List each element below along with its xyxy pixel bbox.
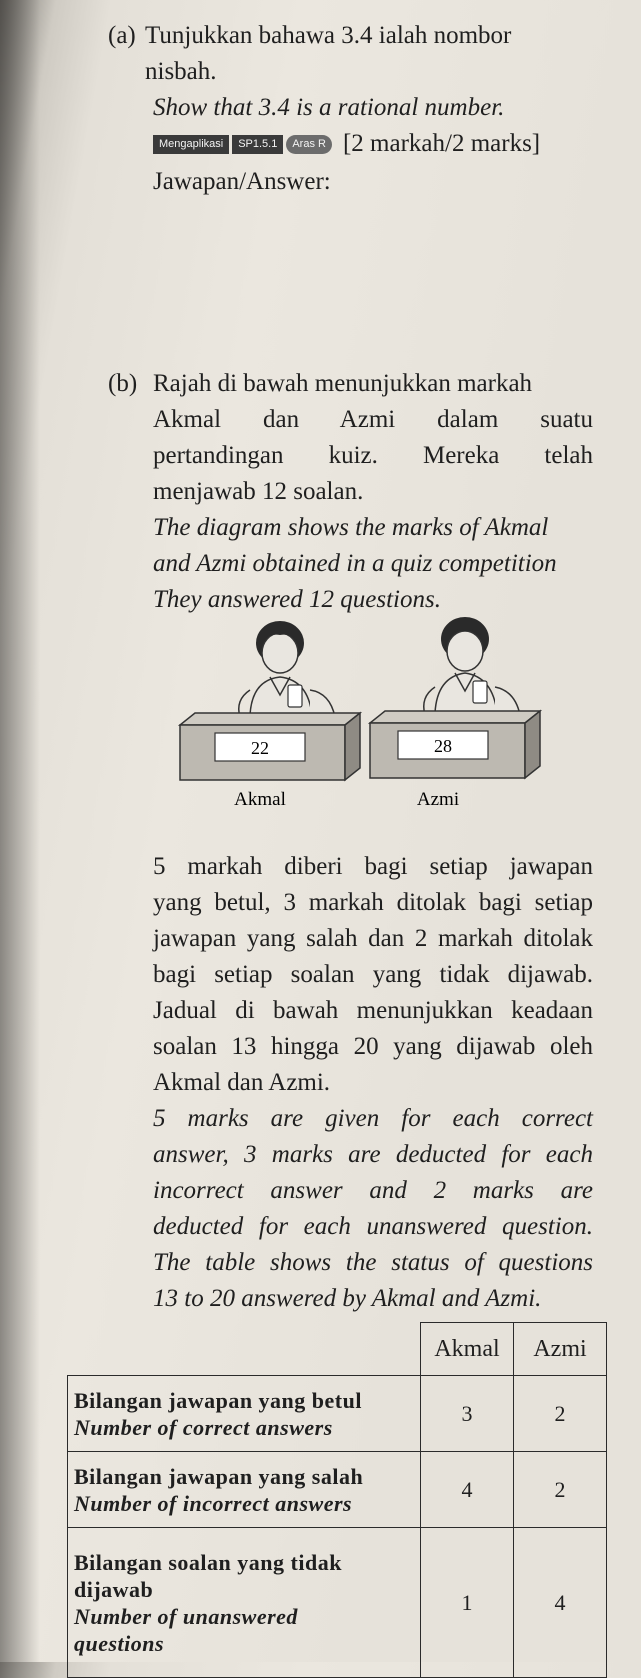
rules-ms-line6: soalan 13 hingga 20 yang dijawab oleh	[153, 1033, 593, 1060]
rules-en-line6: 13 to 20 answered by Akmal and Azmi.	[153, 1285, 542, 1312]
row-incorrect-ms: Bilangan jawapan yang salah	[74, 1463, 364, 1489]
azmi-name: Azmi	[416, 789, 460, 810]
rules-en-line2: answer, 3 marks are deducted for each	[153, 1141, 593, 1168]
table-row	[68, 1452, 607, 1528]
part-b-en-line3: They answered 12 questions.	[153, 586, 441, 613]
rules-en-line5: The table shows the status of questions	[153, 1249, 593, 1276]
part-b-label: (b)	[108, 370, 138, 397]
part-a-label: (a)	[108, 22, 136, 49]
tag-standard: SP1.5.1	[232, 135, 283, 154]
page-shadow	[0, 0, 40, 1662]
rules-ms-line4: bagi setiap soalan yang tidak dijawab.	[153, 961, 593, 988]
table-row	[68, 1528, 607, 1678]
azmi-unanswered: 4	[514, 1528, 607, 1678]
part-a-line2: nisbah.	[145, 58, 217, 85]
row-unanswered-en1: Number of unanswered	[74, 1603, 298, 1629]
part-a-line1: Tunjukkan bahawa 3.4 ialah nombor	[145, 22, 512, 49]
row-correct-en: Number of correct answers	[74, 1414, 333, 1440]
rules-ms-line7: Akmal dan Azmi.	[153, 1069, 331, 1096]
azmi-score: 28	[434, 736, 452, 756]
table-header-row	[68, 1323, 607, 1376]
rules-ms-line3: jawapan yang salah dan 2 markah ditolak	[153, 925, 593, 952]
akmal-name: Akmal	[234, 789, 286, 810]
part-b-en-line2: and Azmi obtained in a quiz competition	[153, 550, 557, 577]
akmal-correct: 3	[421, 1376, 514, 1452]
akmal-unanswered: 1	[421, 1528, 514, 1678]
akmal-incorrect: 4	[421, 1452, 514, 1528]
row-incorrect-en: Number of incorrect answers	[74, 1490, 353, 1516]
part-b-en-line1: The diagram shows the marks of Akmal	[153, 514, 549, 541]
row-correct-ms: Bilangan jawapan yang betul	[74, 1387, 362, 1413]
rules-en-line4: deducted for each unanswered question.	[153, 1213, 593, 1240]
part-a-english: Show that 3.4 is a rational number.	[153, 94, 505, 121]
part-b-ms-line2: Akmal dan Azmi dalam suatu	[153, 406, 593, 433]
akmal-desk	[180, 713, 360, 780]
marks-allocation: [2 markah/2 marks]	[342, 130, 541, 157]
quiz-contestants-figure	[170, 605, 570, 835]
part-b-ms-line4: menjawab 12 soalan.	[153, 478, 364, 505]
azmi-incorrect: 2	[514, 1452, 607, 1528]
col-akmal: Akmal	[421, 1323, 514, 1376]
rules-ms-line2: yang betul, 3 markah ditolak bagi setiap	[153, 889, 593, 916]
status-table	[67, 1322, 607, 1678]
row-unanswered-ms2: dijawab	[74, 1576, 154, 1602]
azmi-figure	[390, 617, 520, 724]
row-unanswered-en2: questions	[74, 1630, 165, 1656]
rules-ms-line1: 5 markah diberi bagi setiap jawapan	[153, 853, 593, 880]
tag-aras: Aras R	[286, 135, 332, 154]
rules-en-line3: incorrect answer and 2 marks are	[153, 1177, 593, 1204]
azmi-desk	[370, 711, 540, 778]
azmi-correct: 2	[514, 1376, 607, 1452]
col-azmi: Azmi	[514, 1323, 607, 1376]
akmal-score: 22	[251, 738, 269, 758]
row-unanswered-ms1: Bilangan soalan yang tidak	[74, 1549, 342, 1575]
part-b-ms-line1: Rajah di bawah menunjukkan markah	[153, 370, 533, 397]
rules-en-line1: 5 marks are given for each correct	[153, 1105, 593, 1132]
rules-ms-line5: Jadual di bawah menunjukkan keadaan	[153, 997, 593, 1024]
table-row	[68, 1376, 607, 1452]
skill-tags	[153, 130, 540, 158]
part-b-ms-line3: pertandingan kuiz. Mereka telah	[153, 442, 593, 469]
answer-label: Jawapan/Answer:	[153, 168, 331, 195]
tag-level: Mengaplikasi	[153, 135, 229, 154]
akmal-figure	[200, 621, 335, 726]
